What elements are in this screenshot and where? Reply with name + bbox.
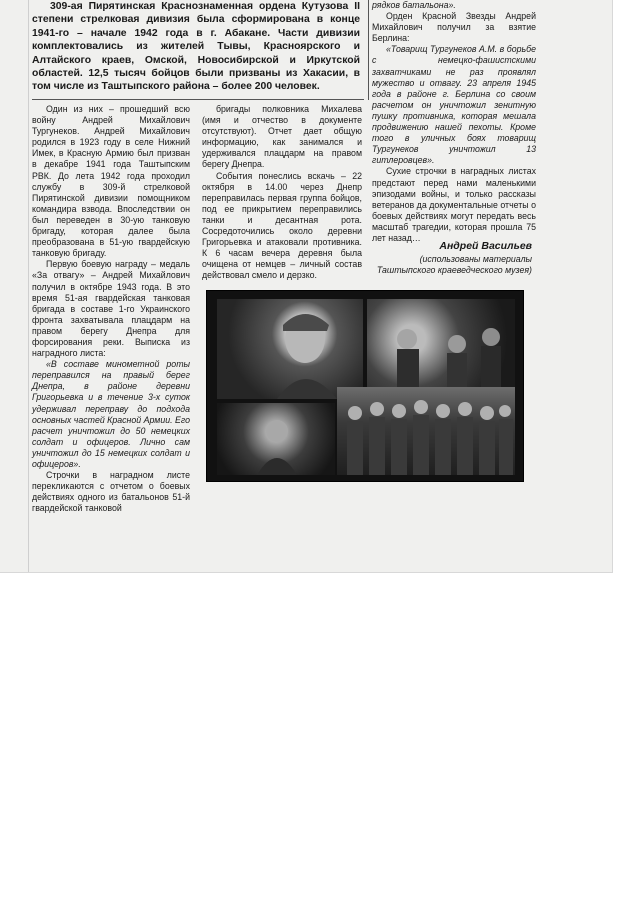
author-name: Андрей Васильев bbox=[439, 240, 532, 252]
trench-soldier-figure bbox=[217, 403, 335, 475]
lead-divider bbox=[32, 99, 364, 100]
group-soldiers-figures bbox=[337, 387, 515, 475]
war-photo-collage bbox=[206, 290, 524, 482]
source-note: (использованы материалы Таштыпского краеведческого музея) bbox=[376, 254, 532, 275]
soldier-portrait-photo bbox=[217, 299, 363, 399]
field-soldiers-figures bbox=[367, 299, 515, 399]
column-divider bbox=[368, 0, 369, 100]
lead-paragraph: 309-ая Пирятинская Краснознаменная ордена Кутузова II степени стрелковая дивизия была сформирована в конце 1941-го – начале 1942 года в г. Абакане. Части дивизии комплектовались из жителей Тывы, Красноярского и Алтайского краев, Омской, Новосибирской и Иркутской областей. 12,5 тысяч бойцов были призваны из Хакасии, в том числе из Таштыпского района – более 200 человек. bbox=[32, 1, 360, 93]
article-column-1 bbox=[32, 104, 190, 514]
award-quote: «Товарищ Тургунеков А.М. в борьбе с немецко-фашистскими захватчиками не раз проявлял мужество и отвагу. 23 апреля 1945 года в районе г. Берлина со своим расчетом он уничтожил зенитную пушку противника, которая мешала продвижению нашей пехоты. Кроме того в уличных боях товарищ Тургунеков уничтожил 13 гитлеровцев». bbox=[372, 44, 536, 166]
scan-edge-line bbox=[28, 0, 29, 572]
paragraph: События понеслись вскачь – 22 октября в 14.00 через Днепр переправилась первая группа бойцов, под ее прикрытием переправились танки и десантная рота. Сосредоточились около деревни Григорьевка и атаковали противника. К 6 часам вечера деревня была очищена от немцев – личный состав действовал смело и дерзко. bbox=[202, 170, 362, 281]
paragraph: Орден Красной Звезды Андрей Михайлович получил за взятие Берлина: bbox=[372, 11, 536, 44]
paragraph: бригады полковника Михалева (имя и отчество в документе отсутствуют). Отчет дает общую информацию, как занимался и удерживался плацдарм на правом берегу Днепра. bbox=[202, 104, 362, 170]
paragraph: Первую боевую награду – медаль «За отвагу» – Андрей Михайлович получил в октябре 1943 года. В это время 51-ая гвардейская танковая бригада в составе 1-го Украинского фронта захватывала плацдарм на правом берегу Днепра для форсирования реки. Выписка из наградного листа: bbox=[32, 259, 190, 359]
field-soldiers-photo bbox=[367, 299, 515, 399]
article-column-2 bbox=[202, 104, 362, 290]
paragraph: Строчки в наградном листе перекликаются с отчетом о боевых действиях одного из батальонов 51-й гвардейской танковой bbox=[32, 470, 190, 514]
group-soldiers-photo bbox=[337, 387, 515, 475]
award-quote: «В составе минометной роты переправился на правый берег Днепра, в районе деревни Григорьевка и в течение 3-х суток удерживал переправу до подхода основных частей Красной Армии. Его расчет уничтожил до 50 немецких солдат и офицеров. Лично сам уничтожил до 15 немецких солдат и офицеров». bbox=[32, 359, 190, 469]
soldier-portrait-figure bbox=[217, 299, 363, 399]
paragraph: Сухие строчки в наградных листах предстают перед нами маленькими эпизодами войны, и только рассказы ветеранов да документальные отчеты о боевых действиях могут передать весь масштаб трагедии, которая прошла 75 лет назад… bbox=[372, 166, 536, 243]
trench-soldier-photo bbox=[217, 403, 335, 475]
quote-ending: рядков батальона». bbox=[372, 0, 456, 10]
paragraph: Один из них – прошедший всю войну Андрей Михайлович Тургунеков. Андрей Михайлович родился в 1923 году в селе Нижний Имек, в Красную Армию был призван в декабре 1941 года Таштыпским РВК. До лета 1942 года проходил службу в 309-й стрелковой Пирятинской дивизии помощником командира взвода. Впоследствии он был переведен в 30-ую танковую бригаду, которая далее была преобразована в 51-ую гвардейскую танковую бригаду. bbox=[32, 104, 190, 259]
